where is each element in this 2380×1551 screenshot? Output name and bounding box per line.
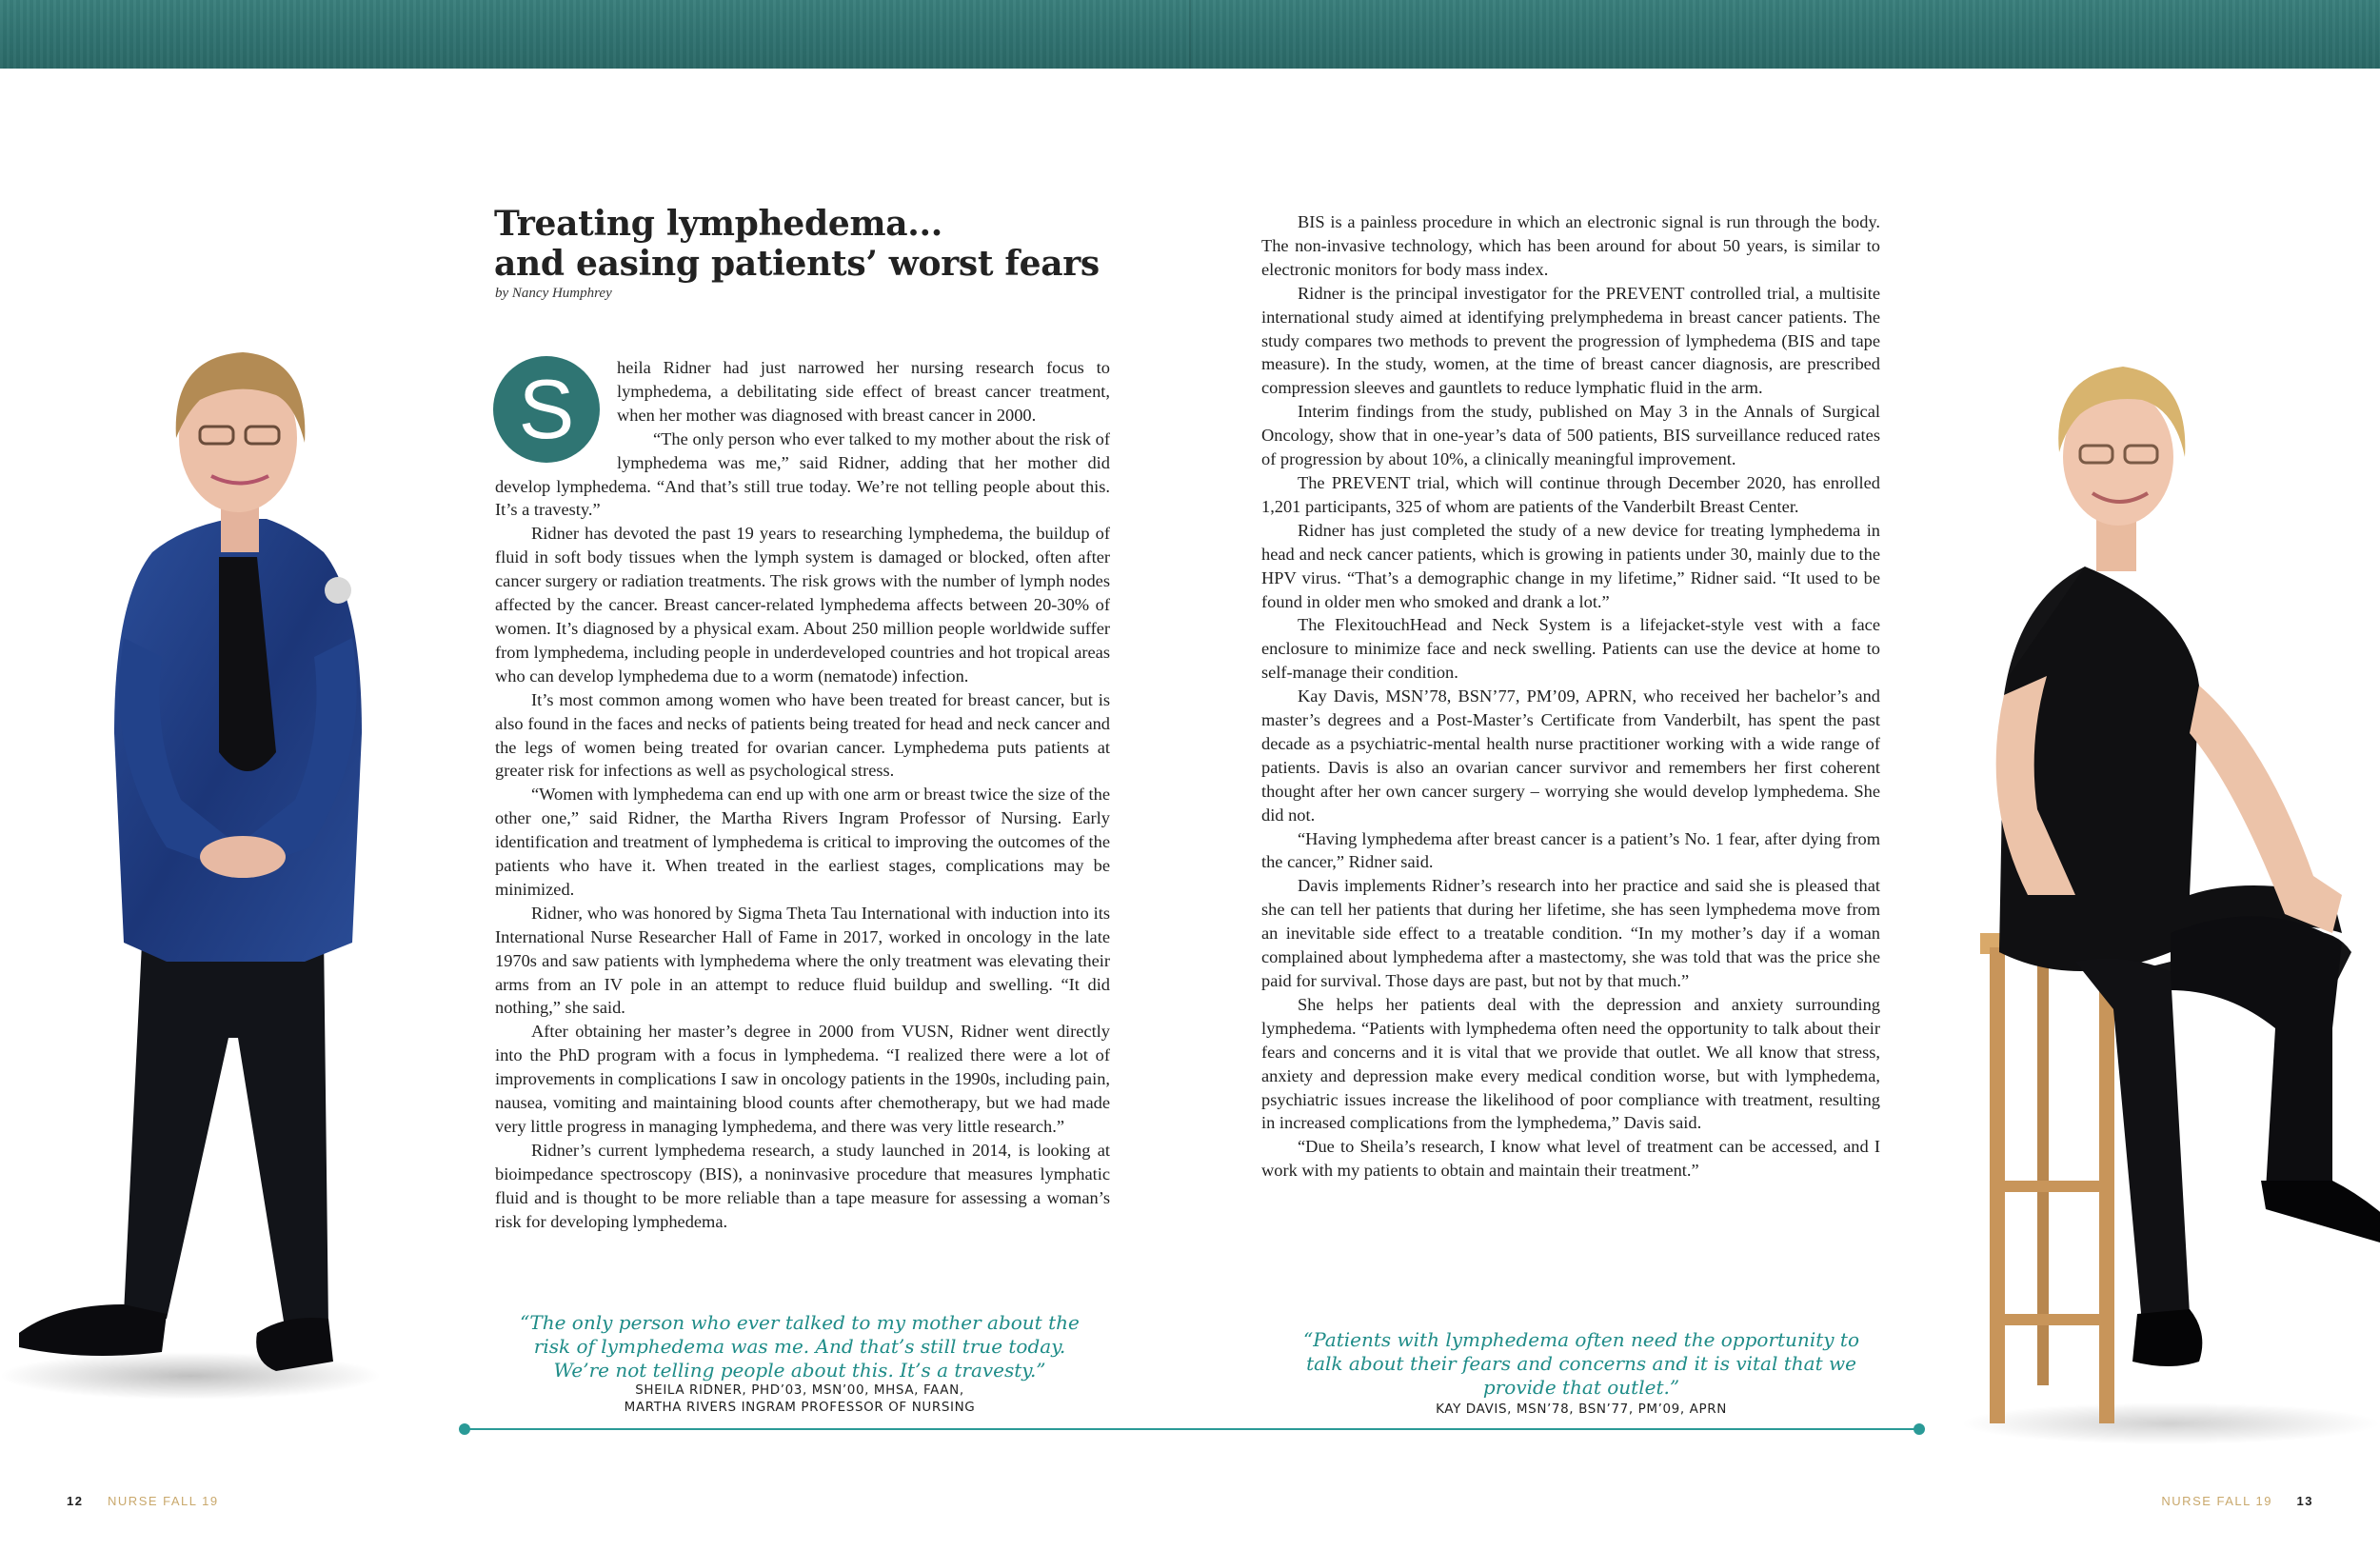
magazine-issue: NURSE FALL 19 xyxy=(108,1494,219,1508)
paragraph: “Having lymphedema after breast cancer is a patient’s No. 1 fear, after dying from the cancer,” Ridner said. xyxy=(1261,828,1880,872)
pullquote-ridner-attribution xyxy=(514,1382,1085,1416)
paragraph: After obtaining her master’s degree in 2000 from VUSN, Ridner went directly into the PhD program with a focus in lymphedema. “I realized there were a lot of improvements in complications I saw in oncology patients in the 1990s, including pain, nausea, vomiting and maintaining blood counts after chemotherapy, but we had made very little progress in managing lymphedema, and there was very little research.” xyxy=(495,1022,1110,1136)
article-column-right xyxy=(1261,210,1880,1183)
pullquote-davis: “Patients with lymphedema often need the opportunity to talk about their fears and concerns and it is vital that we provide that outlet.” xyxy=(1303,1328,1859,1399)
article-headline xyxy=(494,204,1103,284)
attribution-line: SHEILA RIDNER, PHD’03, MSN’00, MHSA, FAAN, xyxy=(635,1382,964,1398)
divider-rule xyxy=(465,1428,1919,1430)
drop-cap: S xyxy=(493,356,600,463)
paragraph: The FlexitouchHead and Neck System is a lifejacket-style vest with a face enclosure to minimize face and neck swelling. Patients can use the device at home to self-manage their condition. xyxy=(1261,615,1880,683)
paragraph: Ridner, who was honored by Sigma Theta Tau International with induction into its International Nurse Researcher Hall of Fame in 2017, worked in oncology in the late 1970s and saw patients with lymphedema where the only treatment was elevating their arms from an IV pole in an attempt to reduce fluid buildup and swelling. “It did nothing,” she said. xyxy=(495,903,1110,1018)
paragraph: “Women with lymphedema can end up with one arm or breast twice the size of the other one,” said Ridner, the Martha Rivers Ingram Professor of Nursing. Early identification and treatment of lymphedema is critical to improving the outcomes of the patients who have it. When treated in the earliest stages, complications may be minimized. xyxy=(495,785,1110,899)
paragraph: heila Ridner had just narrowed her nursing research focus to lymphedema, a debilitating side effect of breast cancer treatment, when her mother was diagnosed with breast cancer in 2000. xyxy=(617,358,1110,425)
attribution-line: MARTHA RIVERS INGRAM PROFESSOR OF NURSING xyxy=(624,1400,976,1415)
pullquote-davis-attribution: KAY DAVIS, MSN’78, BSN’77, PM’09, APRN xyxy=(1436,1402,1727,1417)
page-number: 13 xyxy=(2296,1494,2313,1508)
article-column-left xyxy=(495,356,1110,1234)
paragraph: The PREVENT trial, which will continue through December 2020, has enrolled 1,201 participants, 325 of whom are patients of the Vanderbilt Breast Center. xyxy=(1261,472,1880,516)
rule-endpoint-dot xyxy=(459,1423,470,1435)
spread-gutter xyxy=(1189,0,1191,69)
paragraph: She helps her patients deal with the depression and anxiety surrounding lymphedema. “Patients with lymphedema often need the opportunity to talk about their fears and concerns and it is vital that we provide that outlet. We all know that stress, anxiety and depression make every medical condition worse, but with lymphedema, psychiatric issues increase the likelihood of poor compliance with treatment, resulting in increased complications from the lymphedema,” Davis said. xyxy=(1261,994,1880,1133)
rule-endpoint-dot xyxy=(1914,1423,1925,1435)
paragraph: Ridner’s current lymphedema research, a study launched in 2014, is looking at bioimpedance spectroscopy (BIS), a noninvasive procedure that measures lymphatic fluid and is thought to be more reliable than a tape measure for assessing a woman’s risk for developing lymphedema. xyxy=(495,1140,1110,1231)
paragraph: Ridner is the principal investigator for the PREVENT controlled trial, a multisite international study aimed at identifying prelymphedema in breast cancer patients. The study compares two methods to prevent the progression of lymphedema (BIS and tape measure). In the study, women, at the time of breast cancer diagnosis, are prescribed compression sleeves and gauntlets to reduce lymphatic fluid in the arm. xyxy=(1261,283,1880,398)
paragraph: Ridner has devoted the past 19 years to researching lymphedema, the buildup of fluid in soft body tissues when the lymph system is damaged or blocked, often after cancer surgery or radiation treatments. The risk grows with the number of lymph nodes affected by the cancer. Breast cancer-related lymphedema affects between 20-30% of women. It’s diagnosed by a physical exam. About 250 million people worldwide suffer from lymphedema, including people in underdeveloped countries and hot tropical areas who can develop lymphedema due to a worm (nematode) infection. xyxy=(495,524,1110,686)
headline-line-2: and easing patients’ worst fears xyxy=(494,244,1100,284)
paragraph: “The only person who ever talked to my mother about the risk of lymphedema was me,” said Ridner, adding that her mother did develop lymphedema. “And that’s still true today. We’re not telling people about this. It’s a travesty.” xyxy=(495,428,1110,520)
paragraph: Kay Davis, MSN’78, BSN’77, PM’09, APRN, who received her bachelor’s and master’s degrees and a Post-Master’s Certificate from Vanderbilt, has spent the past decade as a psychiatric-mental health nurse practitioner working with a wide range of patients. Davis is also an ovarian cancer survivor and remembers her first coherent thought after her own cancer surgery – worrying she would develop lymphedema. She did not. xyxy=(1261,686,1880,825)
pullquote-ridner: “The only person who ever talked to my mother about the risk of lymphedema was me. And that’s still true today. We’re not telling people about this. It’s a travesty.” xyxy=(520,1311,1080,1382)
paragraph: BIS is a painless procedure in which an electronic signal is run through the body. The non-invasive technology, which has been around for about 50 years, is similar to electronic monitors for body mass index. xyxy=(1261,212,1880,279)
folio-right xyxy=(2161,1494,2313,1508)
byline: by Nancy Humphrey xyxy=(495,286,612,301)
portrait-kay-davis xyxy=(1885,362,2380,1447)
paragraph: Ridner has just completed the study of a new device for treating lymphedema in head and neck cancer patients, which is growing in patients under 30, mainly due to the HPV virus. “That’s a demographic change in my lifetime,” Ridner said. “It used to be found in older men who smoked and drank a lot.” xyxy=(1261,520,1880,611)
folio-left xyxy=(67,1494,219,1508)
portrait-sheila-ridner xyxy=(0,352,495,1428)
paragraph: “Due to Sheila’s research, I know what level of treatment can be accessed, and I work with my patients to obtain and maintain their treatment.” xyxy=(1261,1137,1880,1181)
magazine-issue: NURSE FALL 19 xyxy=(2161,1494,2272,1508)
paragraph: Davis implements Ridner’s research into her practice and said she is pleased that she can tell her patients that during her lifetime, she has seen lymphedema move from an inevitable side effect to a treatable condition. “In my mother’s day if a woman complained about lymphedema after a mastectomy, she was told that was the price she paid for survival. Those days are past, but not by that much.” xyxy=(1261,876,1880,990)
paragraph: Interim findings from the study, published on May 3 in the Annals of Surgical Oncology, show that in one-year’s data of 500 patients, BIS surveillance reduced rates of progression by about 10%, a clinically meaningful improvement. xyxy=(1261,402,1880,469)
headline-line-1: Treating lymphedema... xyxy=(494,204,942,244)
page-number: 12 xyxy=(67,1494,84,1508)
paragraph: It’s most common among women who have been treated for breast cancer, but is also found in the faces and necks of patients being treated for head and neck cancer and the legs of women being treated for ovarian cancer. Lymphedema puts patients at greater risk for infections as well as psychological stress. xyxy=(495,689,1110,781)
